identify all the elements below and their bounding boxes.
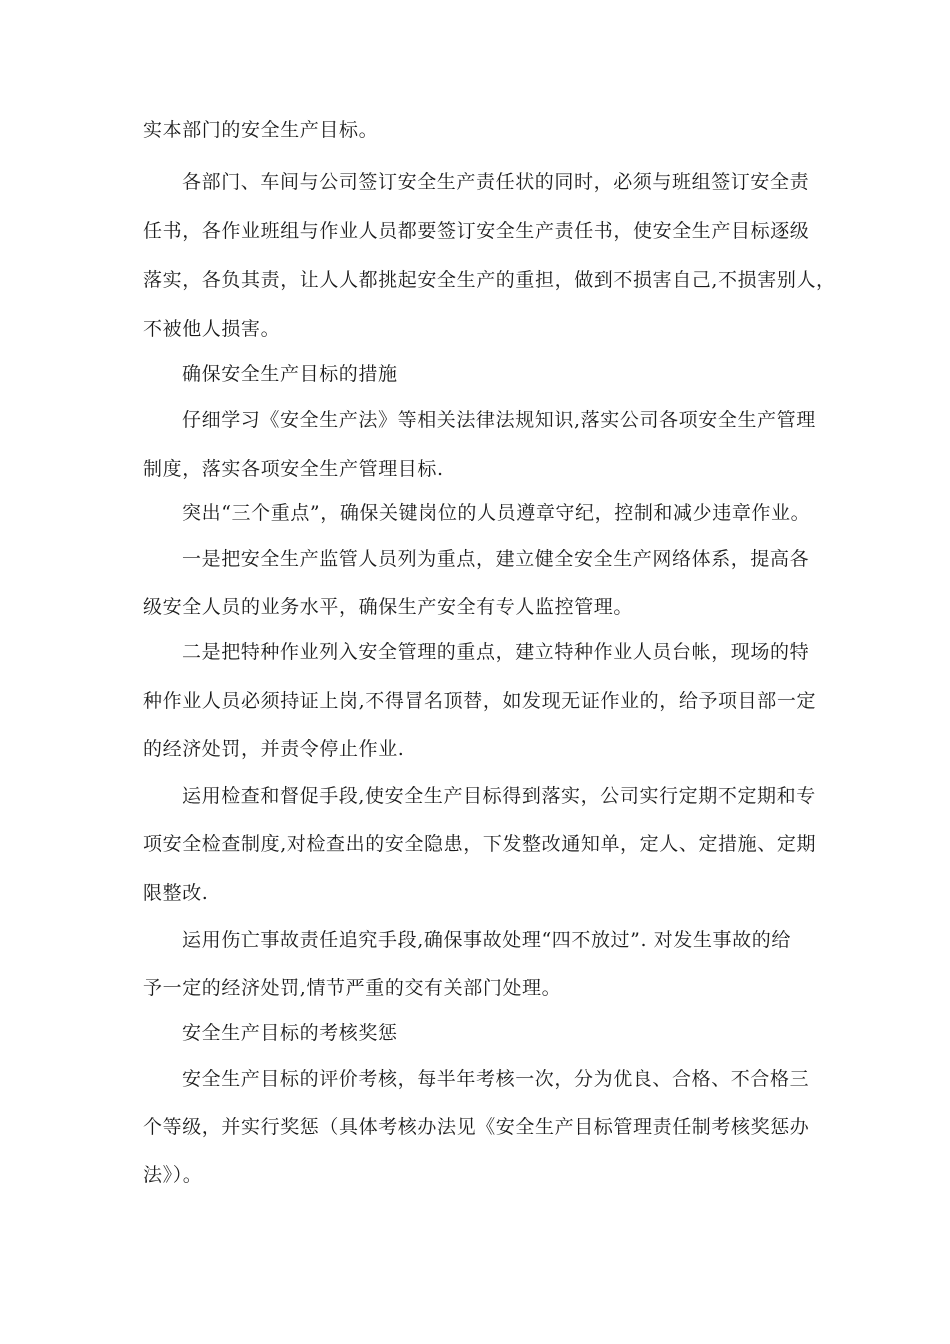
text-line: 突出“三个重点”，确保关键岗位的人员遵章守纪，控制和减少违章作业。	[182, 502, 811, 524]
text-line: 的经济处罚，并责令停止作业.	[143, 738, 405, 760]
text-line: 实本部门的安全生产目标。	[143, 119, 379, 141]
text-line: 予一定的经济处罚,情节严重的交有关部门处理。	[143, 977, 562, 999]
section-heading: 安全生产目标的考核奖惩	[182, 1022, 398, 1044]
text-line: 二是把特种作业列入安全管理的重点，建立特种作业人员台帐，现场的特	[182, 641, 810, 663]
text-line: 制度，落实各项安全生产管理目标.	[143, 458, 444, 480]
text-line: 项安全检查制度,对检查出的安全隐患，下发整改通知单，定人、定措施、定期	[143, 833, 817, 855]
text-line: 运用检查和督促手段,使安全生产目标得到落实，公司实行定期不定期和专	[182, 785, 816, 807]
text-line: 运用伤亡事故责任追究手段,确保事故处理“四不放过”. 对发生事故的给	[182, 929, 791, 951]
text-line: 限整改.	[143, 882, 209, 904]
text-line: 一是把安全生产监管人员列为重点，建立健全安全生产网络体系，提高各	[182, 548, 810, 570]
text-line: 不被他人损害。	[143, 318, 281, 340]
text-line: 任书，各作业班组与作业人员都要签订安全生产责任书，使安全生产目标逐级	[143, 220, 810, 242]
text-line: 级安全人员的业务水平，确保生产安全有专人监控管理。	[143, 596, 634, 618]
text-line: 各部门、车间与公司签订安全生产责任状的同时，必须与班组签订安全责	[182, 171, 810, 193]
text-line: 法》）。	[143, 1164, 203, 1186]
section-heading: 确保安全生产目标的措施	[182, 363, 398, 385]
text-line: 安全生产目标的评价考核，每半年考核一次，分为优良、合格、不合格三	[182, 1068, 810, 1090]
text-line: 落实，各负其责，让人人都挑起安全生产的重担，做到不损害自己,不损害别人，	[143, 269, 836, 291]
text-line: 仔细学习《安全生产法》等相关法律法规知识,落实公司各项安全生产管理	[182, 409, 816, 431]
text-line: 种作业人员必须持证上岗,不得冒名顶替，如发现无证作业的，给予项目部一定	[143, 690, 817, 712]
text-line: 个等级，并实行奖惩（具体考核办法见《安全生产目标管理责任制考核奖惩办	[143, 1116, 810, 1138]
